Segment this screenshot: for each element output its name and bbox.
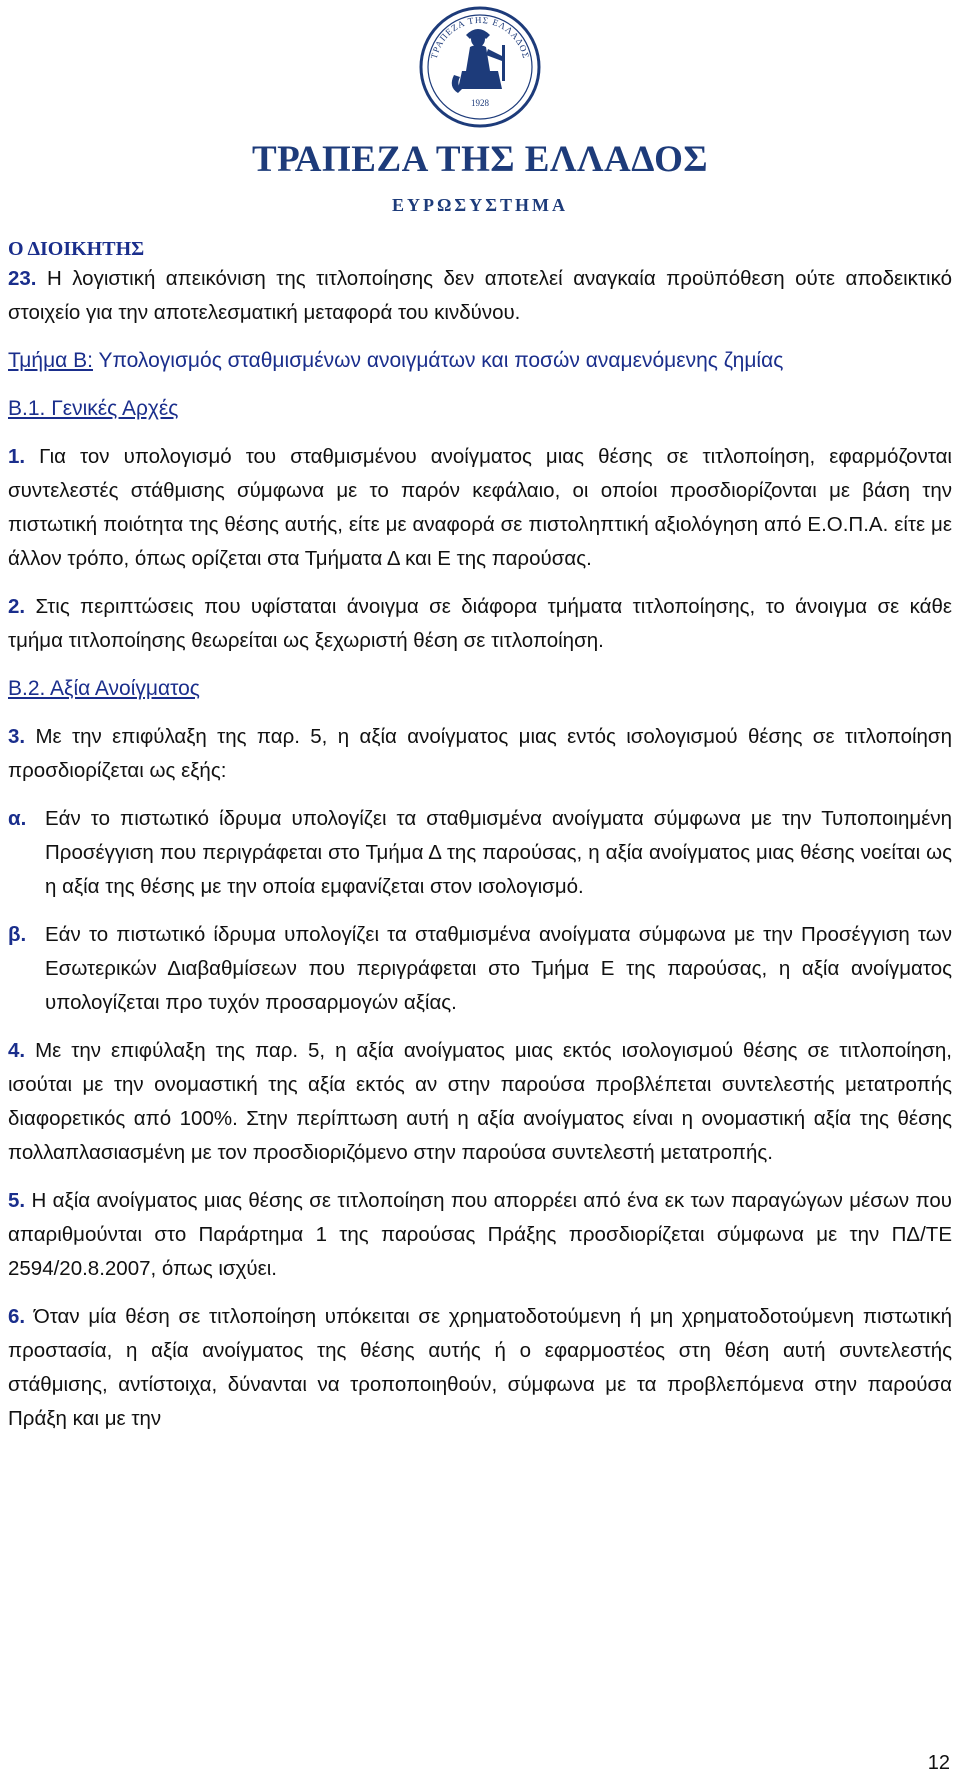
list-item-a — [8, 802, 952, 904]
eurosystem-subtitle: ΕΥΡΩΣΥΣΤΗΜΑ — [392, 195, 568, 215]
list-item-text: Εάν το πιστωτικό ίδρυμα υπολογίζει τα σταθμισμένα ανοίγματα σύμφωνα με την Τυποποιημένη Προσέγγιση που περιγράφεται στο Τμήμα Δ της παρούσας, η αξία ανοίγματος μιας θέσης νοείται ως η αξία της θέσης με την οποία εμφανίζεται στον ισολογισμό. — [45, 807, 952, 898]
section-b-title: Υπολογισμός σταθμισμένων ανοιγμάτων και ποσών αναμενόμενης ζημίας — [98, 349, 784, 372]
paragraph-number: 4. — [8, 1039, 26, 1062]
paragraph-number: 6. — [8, 1305, 26, 1328]
subsection-b1-heading: Β.1. Γενικές Αρχές — [8, 397, 179, 420]
paragraph-3 — [8, 720, 952, 788]
paragraph-text: Η λογιστική απεικόνιση της τιτλοποίησης δεν αποτελεί αναγκαία προϋπόθεση ούτε αποδεικτικό στοιχείο για την αποτελεσματική μεταφορά του κινδύνου. — [8, 267, 952, 324]
paragraph-2 — [8, 590, 952, 658]
paragraph-number: 1. — [8, 445, 26, 468]
list-item-label: α. — [8, 807, 27, 830]
governor-heading: Ο ΔΙΟΙΚΗΤΗΣ — [8, 238, 145, 260]
document-body — [8, 236, 952, 1436]
paragraph-text: Με την επιφύλαξη της παρ. 5, η αξία ανοίγματος μιας εντός ισολογισμού θέσης σε τιτλοποίηση προσδιορίζεται ως εξής: — [8, 725, 952, 782]
paragraph-number: 2. — [8, 595, 26, 618]
paragraph-text: Με την επιφύλαξη της παρ. 5, η αξία ανοίγματος μιας εκτός ισολογισμού θέσης σε τιτλοποίηση, ισούται με την ονομαστική της αξία εκτός αν στην παρούσα προβλέπεται συντελεστής μετατροπής διαφορετικός από 100%. Στην περίπτωση αυτή η αξία ανοίγματος είναι η ονομαστική αξία της θέσης πολλαπλασιασμένη με τον προσδιοριζόμενο στην παρούσα συντελεστή μετατροπής. — [8, 1039, 952, 1164]
paragraph-text: Όταν μία θέση σε τιτλοποίηση υπόκειται σε χρηματοδοτούμενη ή μη χρηματοδοτούμενη πιστωτική προστασία, η αξία ανοίγματος της θέσης αυτής ή ο εφαρμοστέος στη θέση αυτή συντελεστής στάθμισης, αντίστοιχα, δύνανται να τροποποιηθούν, σύμφωνα με τα προβλεπόμενα στην παρούσα Πράξη και με την — [8, 1305, 953, 1430]
svg-text:1928: 1928 — [471, 98, 489, 108]
list-item-label: β. — [8, 923, 27, 946]
list-item-text: Εάν το πιστωτικό ίδρυμα υπολογίζει τα σταθμισμένα ανοίγματα σύμφωνα με την Προσέγγιση των Εσωτερικών Διαβαθμίσεων που περιγράφεται στο Τμήμα Ε της παρούσας, η αξία ανοίγματος υπολογίζεται προ τυχόν προσαρμογών αξίας. — [45, 923, 952, 1014]
subsection-b2-heading: Β.2. Αξία Ανοίγματος — [8, 677, 200, 700]
paragraph-number: 3. — [8, 725, 26, 748]
page-number: 12 — [927, 1752, 950, 1774]
paragraph-text: Στις περιπτώσεις που υφίσταται άνοιγμα σε διάφορα τμήματα τιτλοποίησης, το άνοιγμα σε κάθε τμήμα τιτλοποίησης θεωρείται ως ξεχωριστή θέση σε τιτλοποίηση. — [8, 595, 952, 652]
paragraph-number: 5. — [8, 1189, 26, 1212]
bank-name: ΤΡΑΠΕΖΑ ΤΗΣ ΕΛΛΑΔΟΣ — [251, 139, 709, 180]
letterhead — [0, 0, 960, 222]
section-b-label: Τμήμα Β: — [8, 349, 93, 372]
paragraph-text: Για τον υπολογισμό του σταθμισμένου ανοίγματος μιας θέσης σε τιτλοποίηση, εφαρμόζονται συντελεστές στάθμισης σύμφωνα με το παρόν κεφάλαιο, οι οποίοι προσδιορίζονται με βάση την πιστωτική ποιότητα της θέσης αυτής, είτε με αναφορά σε πιστοληπτική αξιολόγηση από Ε.Ο.Π.Α. είτε με άλλον τρόπο, όπως ορίζεται στα Τμήματα Δ και Ε της παρούσας. — [8, 445, 952, 570]
list-item-b — [8, 918, 952, 1020]
paragraph-text: Η αξία ανοίγματος μιας θέσης σε τιτλοποίηση που απορρέει από ένα εκ των παραγώγων μέσων που απαριθμούνται στο Παράρτημα 1 της παρούσας Πράξης προσδιορίζεται σύμφωνα με την ΠΔ/ΤΕ 2594/20.8.2007, όπως ισχύει. — [8, 1189, 953, 1280]
section-b-heading — [8, 344, 952, 378]
paragraph-23 — [8, 262, 952, 330]
paragraph-number: 23. — [8, 267, 37, 290]
paragraph-4 — [8, 1034, 952, 1170]
bank-seal-logo — [418, 5, 542, 129]
paragraph-6 — [8, 1300, 952, 1436]
paragraph-1 — [8, 440, 952, 576]
svg-text:ΤΡΑΠΕΖΑ ΤΗΣ ΕΛΛΑΔΟΣ: ΤΡΑΠΕΖΑ ΤΗΣ ΕΛΛΑΔΟΣ — [428, 14, 532, 60]
paragraph-5 — [8, 1184, 952, 1286]
